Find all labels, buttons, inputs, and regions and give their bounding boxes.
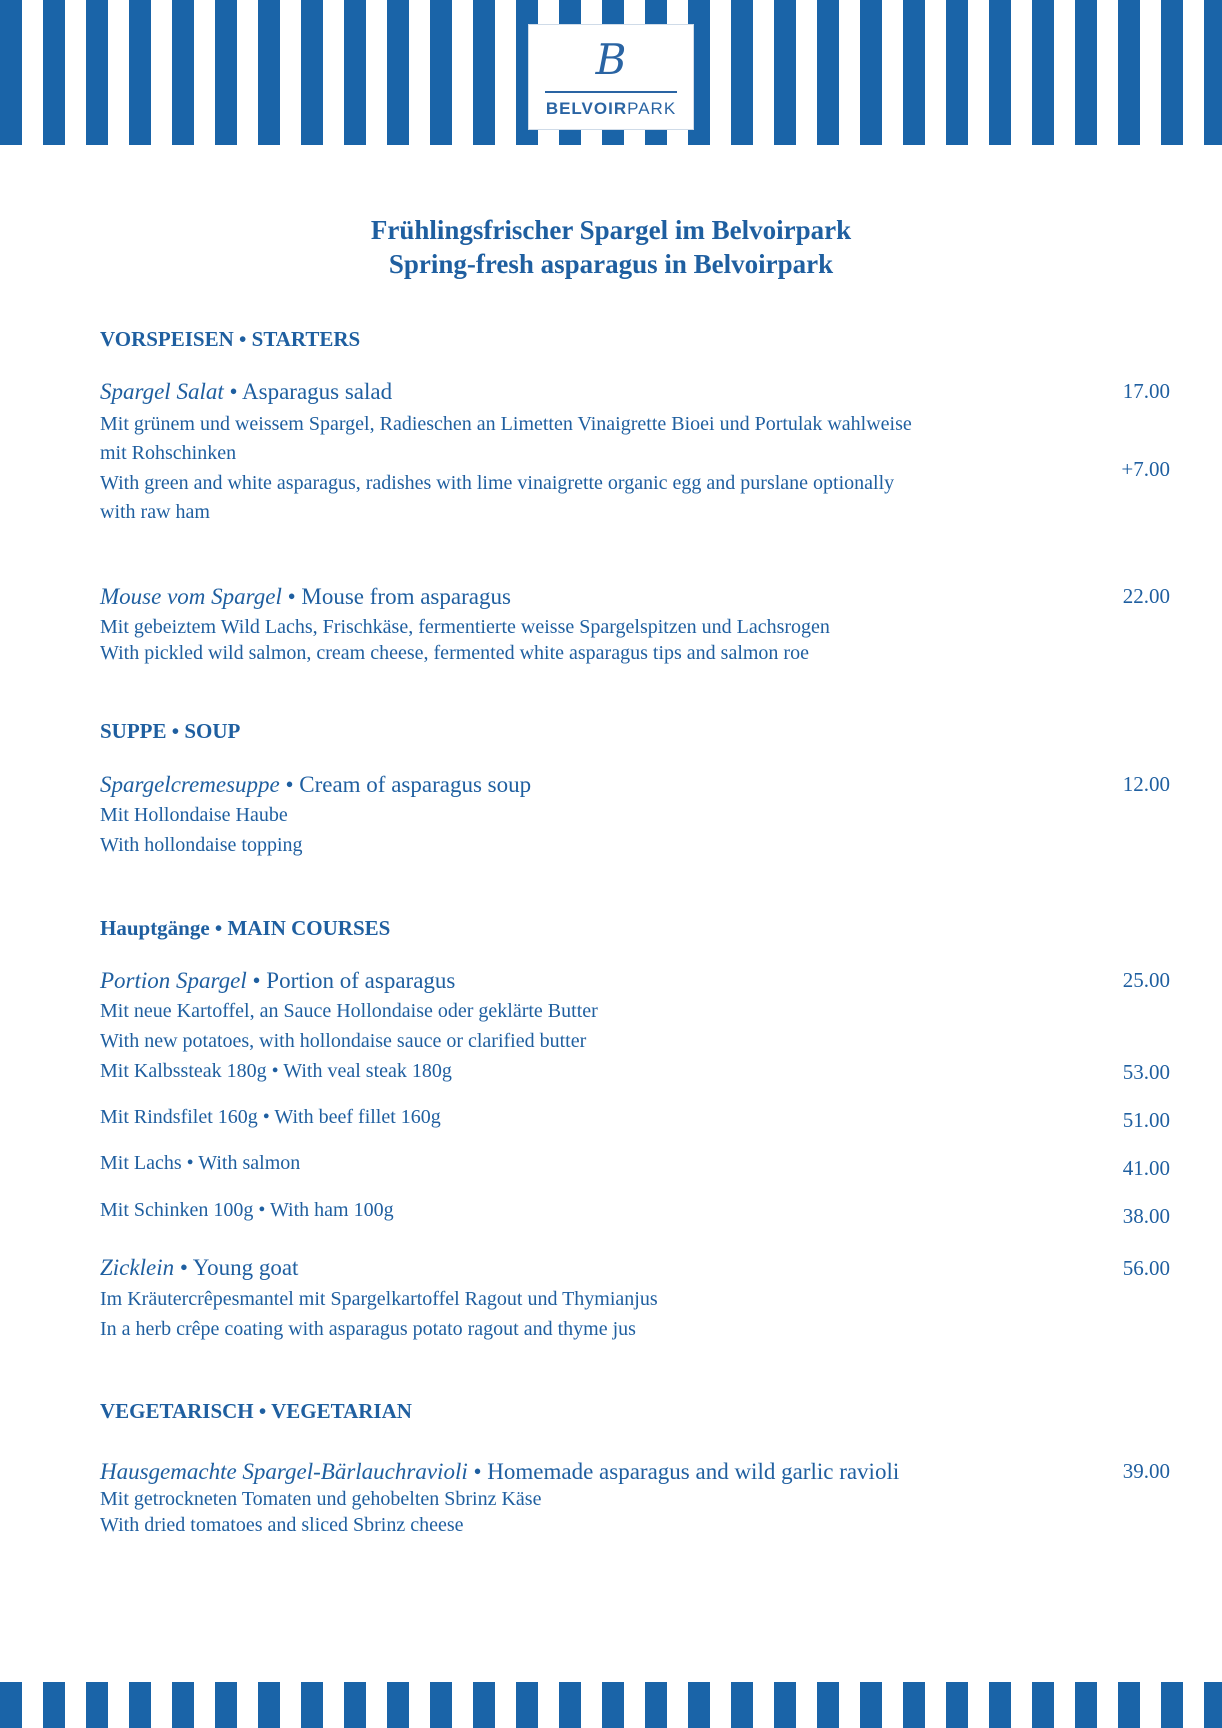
price-salad-raw-ham-extra: +7.00	[1121, 457, 1170, 481]
price-salad: 17.00	[1122, 379, 1170, 403]
dish-desc-en-salad: With green and white asparagus, radishes with lime vinaigrette organic egg and purslane optionally	[100, 472, 895, 494]
price-goat: 56.00	[1122, 1256, 1170, 1280]
section-heading-vegetarian: VEGETARISCH • VEGETARIAN	[100, 1399, 412, 1423]
price-soup: 12.00	[1122, 772, 1170, 796]
price-portion: 25.00	[1122, 968, 1170, 992]
dish-title-ravioli: Hausgemachte Spargel-Bärlauchravioli • Homemade asparagus and wild garlic ravioli	[100, 1459, 900, 1484]
menu-title-german: Frühlingsfrischer Spargel im Belvoirpark	[370, 215, 852, 245]
dish-desc-de-salad: Mit grünem und weissem Spargel, Radieschen an Limetten Vinaigrette Bioei und Portulak wahlweise	[100, 413, 912, 435]
option-salmon: Mit Lachs • With salmon	[100, 1152, 301, 1174]
dish-desc-en-salad-cont: with raw ham	[100, 501, 210, 523]
dish-desc-de-salad-cont: mit Rohschinken	[100, 442, 237, 464]
option-veal-steak: Mit Kalbssteak 180g • With veal steak 180g	[100, 1060, 452, 1082]
section-heading-starters: VORSPEISEN • STARTERS	[100, 327, 361, 351]
dish-desc-de-portion: Mit neue Kartoffel, an Sauce Hollondaise oder geklärte Butter	[100, 1000, 598, 1022]
menu-title-english: Spring-fresh asparagus in Belvoirpark	[388, 249, 834, 279]
dish-title-portion: Portion Spargel • Portion of asparagus	[100, 968, 456, 993]
dish-desc-de-ravioli: Mit getrockneten Tomaten und gehobelten Sbrinz Käse	[100, 1488, 542, 1510]
option-ham: Mit Schinken 100g • With ham 100g	[100, 1199, 394, 1221]
dish-desc-en-goat: In a herb crêpe coating with asparagus potato ragout and thyme jus	[100, 1318, 636, 1340]
logo-wordmark: BELVOIRPARK	[545, 99, 677, 118]
dish-desc-en-mousse: With pickled wild salmon, cream cheese, fermented white asparagus tips and salmon roe	[100, 642, 809, 664]
option-beef-fillet: Mit Rindsfilet 160g • With beef fillet 160g	[100, 1106, 441, 1128]
price-option-beef-fillet: 51.00	[1122, 1108, 1170, 1132]
section-heading-soup: SUPPE • SOUP	[100, 719, 241, 743]
dish-title-salad: Spargel Salat • Asparagus salad	[100, 379, 393, 404]
dish-desc-en-soup: With hollondaise topping	[100, 834, 303, 856]
dish-title-mousse: Mouse vom Spargel • Mouse from asparagus	[100, 584, 511, 609]
belvoirpark-logo	[528, 24, 694, 130]
dish-desc-de-goat: Im Kräutercrêpesmantel mit Spargelkartoffel Ragout und Thymianjus	[100, 1288, 658, 1310]
dish-desc-en-ravioli: With dried tomatoes and sliced Sbrinz cheese	[100, 1514, 464, 1536]
dish-desc-de-mousse: Mit gebeiztem Wild Lachs, Frischkäse, fermentierte weisse Spargelspitzen und Lachsrogen	[100, 616, 830, 638]
dish-desc-de-soup: Mit Hollondaise Haube	[100, 804, 288, 826]
dish-desc-en-portion: With new potatoes, with hollondaise sauce or clarified butter	[100, 1030, 587, 1052]
logo-rule	[545, 91, 677, 93]
price-option-salmon: 41.00	[1122, 1156, 1170, 1180]
bottom-stripe-band	[0, 1682, 1222, 1728]
price-ravioli: 39.00	[1122, 1459, 1170, 1483]
price-option-ham: 38.00	[1122, 1204, 1170, 1228]
price-option-veal-steak: 53.00	[1122, 1060, 1170, 1084]
dish-title-goat: Zicklein • Young goat	[100, 1255, 299, 1280]
dish-title-soup: Spargelcremesuppe • Cream of asparagus soup	[100, 772, 532, 797]
price-mousse: 22.00	[1122, 584, 1170, 608]
logo-monogram: B	[595, 35, 627, 84]
section-heading-main-courses: Hauptgänge • MAIN COURSES	[100, 916, 391, 940]
